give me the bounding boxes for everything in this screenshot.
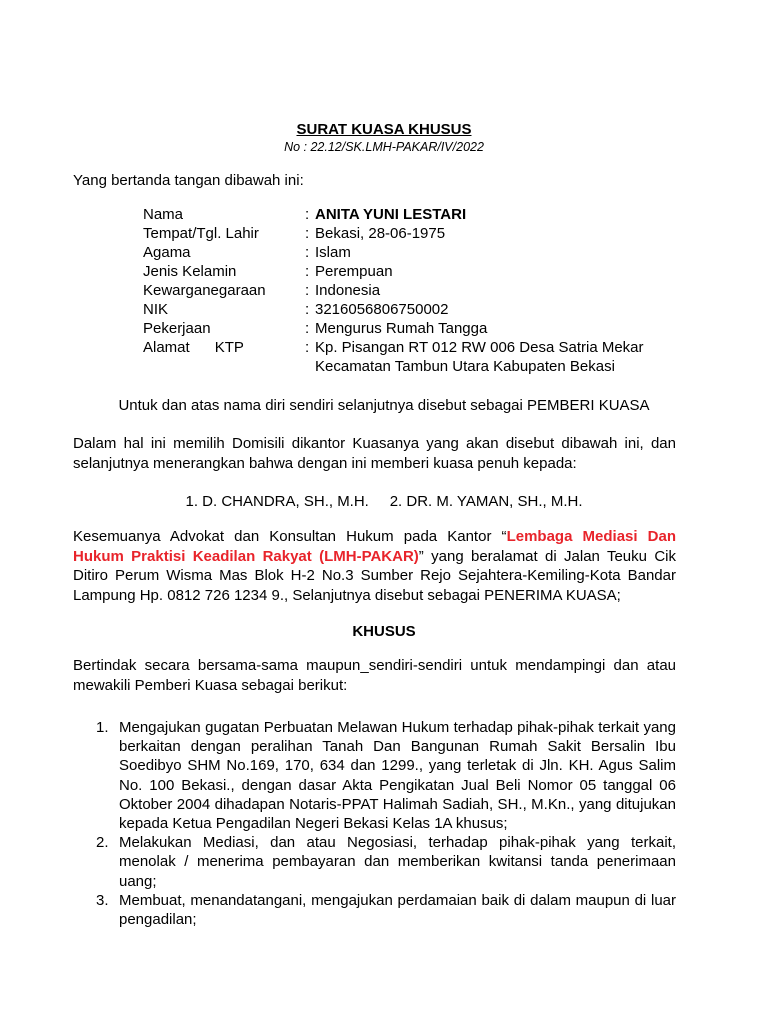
identity-colon: :	[305, 339, 310, 356]
list-item-number: 3.	[96, 891, 109, 909]
list-item-number: 1.	[96, 719, 109, 736]
identity-table	[143, 205, 703, 376]
identity-value: Indonesia	[315, 282, 381, 299]
firm-paragraph	[73, 527, 676, 605]
list-item-number: 2.	[96, 834, 109, 852]
identity-row-citizenship	[143, 281, 703, 300]
identity-label: Alamat KTP	[143, 339, 244, 356]
address-continuation: Kecamatan Tambun Utara Kabupaten Bekasi	[315, 358, 615, 375]
identity-label: Jenis Kelamin	[143, 263, 237, 280]
identity-colon: :	[305, 206, 310, 223]
identity-value: Kp. Pisangan RT 012 RW 006 Desa Satria Mekar	[315, 339, 644, 356]
firm-name: Lembaga Mediasi Dan Hukum Praktisi Keadilan Rakyat (LMH-PAKAR)	[73, 528, 677, 565]
identity-value: ANITA YUNI LESTARI	[315, 206, 467, 223]
attorney-list: 1. D. CHANDRA, SH., M.H. 2. DR. M. YAMAN, SH., M.H.	[185, 493, 583, 510]
identity-row-religion	[143, 243, 703, 262]
list-item-text: Mengajukan gugatan Perbuatan Melawan Hukum terhadap pihak-pihak terkait yang berkaitan dengan peralihan Tanah Dan Bangunan Rumah Sakit Bersalin Ibu Soedibyo SHM No.169, 170, 634 dan 1299., yang terletak di Jln. KH. Agus Salim No. 100 Bekasi., dengan dasar Akta Pengikatan Jual Beli Nomor 05 tanggal 06 Oktober 2004 dihadapan Notaris-PPAT Halimah Sadiah, SH., M.Kn., yang ditujukan kepada Ketua Pengadilan Negeri Bekasi Kelas 1A khusus;	[119, 719, 676, 833]
identity-value: Perempuan	[315, 263, 393, 280]
identity-colon: :	[305, 320, 310, 337]
grantor-statement: Untuk dan atas nama diri sendiri selanjutnya disebut sebagai PEMBERI KUASA	[118, 397, 650, 414]
firm-paragraph-prefix: Kesemuanya Advokat dan Konsultan Hukum pada Kantor “	[73, 528, 507, 545]
identity-colon: :	[305, 263, 310, 280]
authority-list	[96, 718, 676, 929]
identity-value: 3216056806750002	[315, 301, 449, 318]
identity-label: Kewarganegaraan	[143, 282, 266, 299]
identity-colon: :	[305, 244, 310, 261]
list-item	[96, 891, 676, 929]
identity-row-gender	[143, 262, 703, 281]
identity-colon: :	[305, 301, 310, 318]
domicile-paragraph: Dalam hal ini memilih Domisili dikantor Kuasanya yang akan disebut dibawah ini, dan selanjutnya menerangkan bahwa dengan ini memberi kuasa penuh kepada:	[73, 435, 676, 472]
identity-value: Mengurus Rumah Tangga	[315, 320, 488, 337]
identity-row-birth	[143, 224, 703, 243]
identity-value: Islam	[315, 244, 351, 261]
identity-colon: :	[305, 282, 310, 299]
identity-label: NIK	[143, 301, 169, 318]
identity-label: Tempat/Tgl. Lahir	[143, 225, 259, 242]
list-item-text: Membuat, menandatangani, mengajukan perdamaian baik di dalam maupun di luar pengadilan;	[119, 891, 676, 929]
list-item-text: Melakukan Mediasi, dan atau Negosiasi, terhadap pihak-pihak yang terkait, menolak / menerima pembayaran dan memberikan kwitansi tanda penerimaan uang;	[119, 834, 676, 890]
identity-row-name	[143, 205, 703, 224]
scope-paragraph: Bertindak secara bersama-sama maupun_sendiri-sendiri untuk mendampingi dan atau mewakili Pemberi Kuasa sebagai berikut:	[73, 657, 676, 694]
document-number: No : 22.12/SK.LMH-PAKAR/IV/2022	[284, 140, 484, 154]
document-title: SURAT KUASA KHUSUS	[296, 121, 472, 138]
identity-label: Nama	[143, 206, 184, 223]
intro-text: Yang bertanda tangan dibawah ini:	[73, 172, 304, 189]
khusus-heading: KHUSUS	[352, 623, 416, 640]
identity-label: Agama	[143, 244, 191, 261]
identity-row-address	[143, 338, 703, 357]
identity-colon: :	[305, 225, 310, 242]
firm-paragraph-suffix: ” yang beralamat di Jalan Teuku Cik Ditiro Perum Wisma Mas Blok H-2 No.3 Sumber Rejo Sejahtera-Kemiling-Kota Bandar Lampung Hp. 0812 726 1234 9., Selanjutnya disebut sebagai PENERIMA KUASA;	[73, 547, 676, 604]
identity-value: Bekasi, 28-06-1975	[315, 225, 446, 242]
identity-label: Pekerjaan	[143, 320, 211, 337]
list-item	[96, 833, 676, 891]
list-item	[96, 718, 676, 833]
identity-row-nik	[143, 300, 703, 319]
identity-row-occupation	[143, 319, 703, 338]
